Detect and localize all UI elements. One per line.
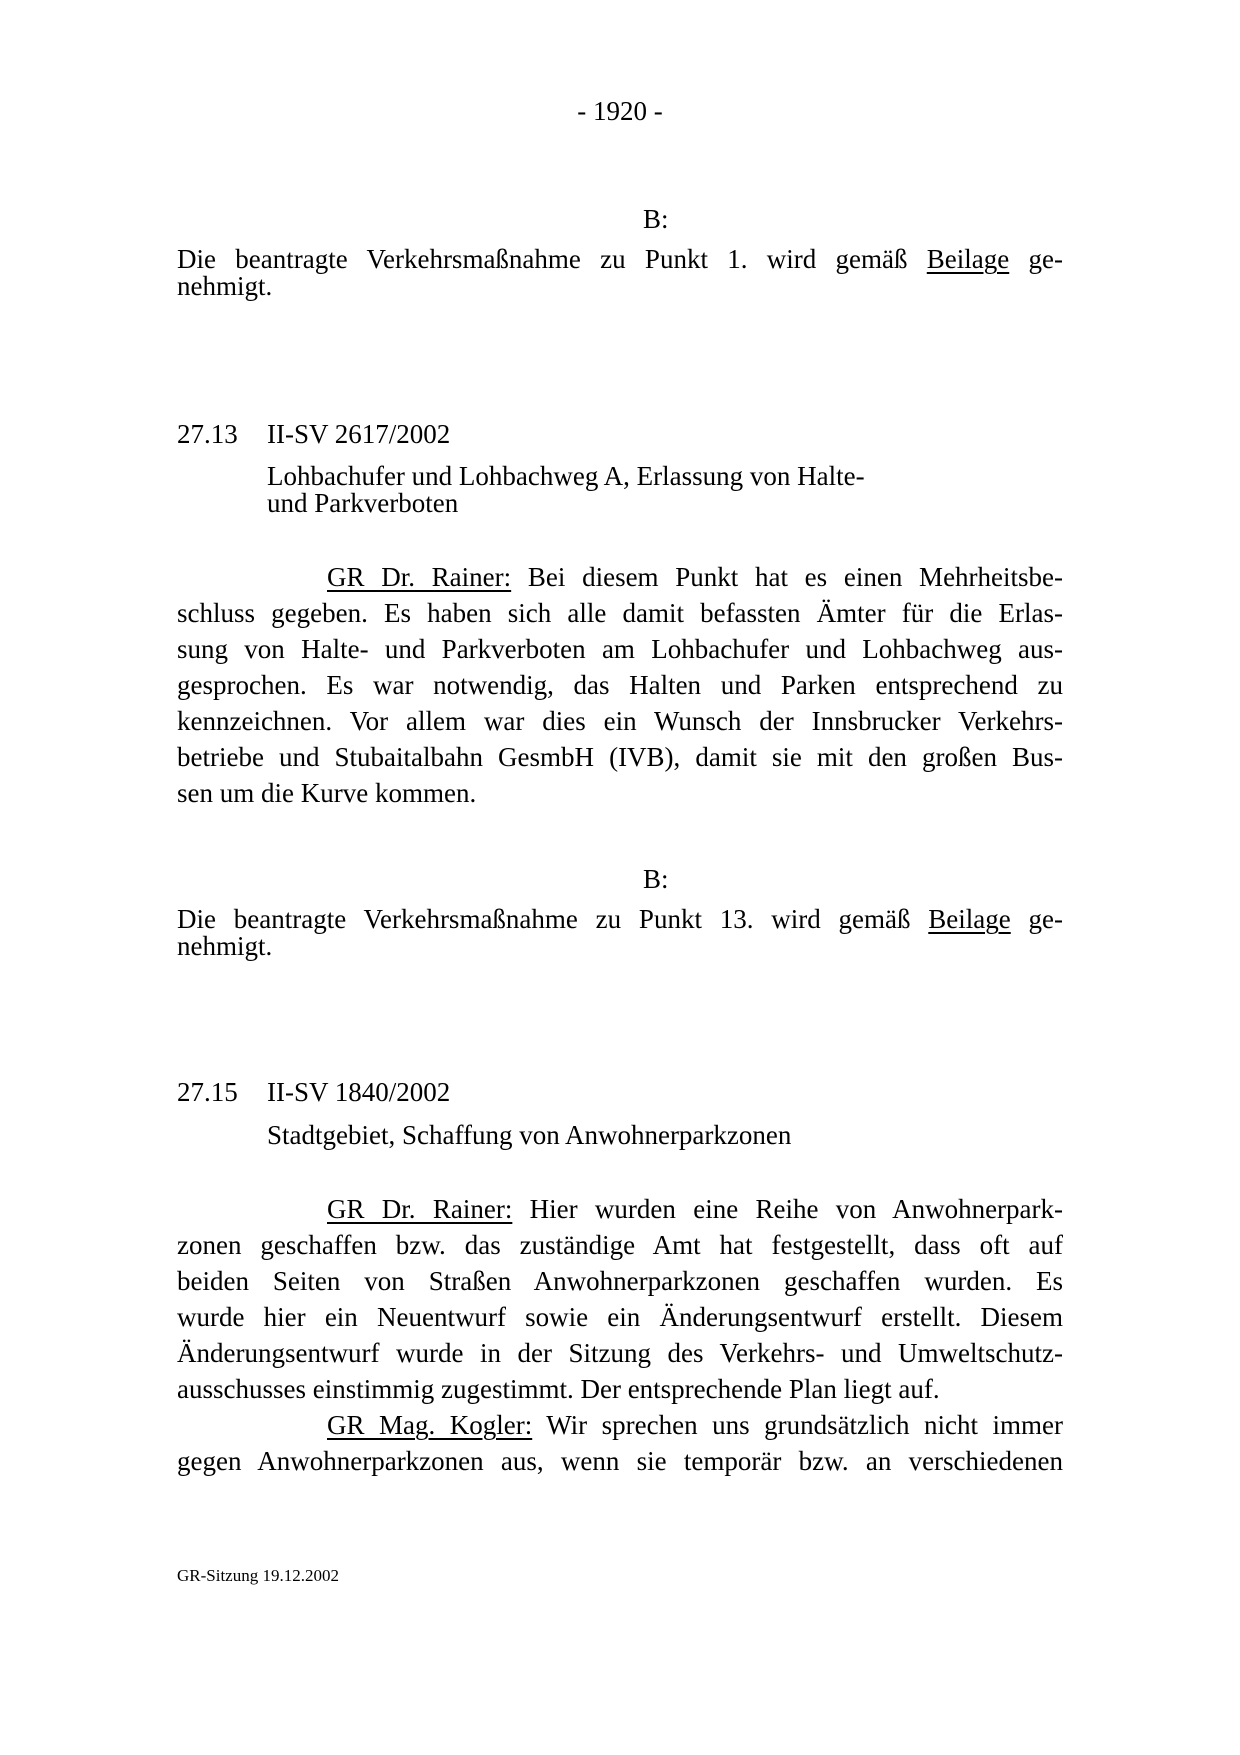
- footer-session-date: GR-Sitzung 19.12.2002: [177, 1566, 339, 1585]
- speech-line: betriebe und Stubaitalbahn GesmbH (IVB), damit sie mit den großen Bus-: [177, 742, 1063, 772]
- speech-line: sung von Halte- und Parkverboten am Lohbachufer und Lohbachweg aus-: [177, 634, 1063, 664]
- speech-line: gesprochen. Es war notwendig, das Halten und Parken entsprechend zu: [177, 670, 1063, 700]
- decision-line: [177, 244, 1063, 274]
- decision-line: nehmigt.: [177, 271, 273, 301]
- b-label: B:: [643, 204, 669, 234]
- text-run: Die beantragte Verkehrsmaßnahme zu Punkt 1. wird gemäß: [177, 244, 927, 274]
- beilage-link[interactable]: Beilage: [926, 244, 1010, 274]
- text-run: ge-: [1010, 904, 1063, 934]
- item-subject: Lohbachufer und Lohbachweg A, Erlassung von Halte-: [267, 461, 865, 491]
- speech-line: wurde hier ein Neuentwurf sowie ein Änderungsentwurf erstellt. Diesem: [177, 1302, 1063, 1332]
- speech-line: kennzeichnen. Vor allem war dies ein Wunsch der Innsbrucker Verkehrs-: [177, 706, 1063, 736]
- speech-line: zonen geschaffen bzw. das zuständige Amt hat festgestellt, dass oft auf: [177, 1230, 1063, 1260]
- speaker-name: GR Dr. Rainer:: [327, 1194, 513, 1224]
- text-run: Bei diesem Punkt hat es einen Mehrheitsbe-: [527, 562, 1064, 592]
- speaker-name: GR Dr. Rainer:: [327, 562, 512, 592]
- item-number: 27.13: [177, 419, 238, 449]
- speech-line: Änderungsentwurf wurde in der Sitzung des Verkehrs- und Umweltschutz-: [177, 1338, 1063, 1368]
- decision-line: [177, 904, 1063, 934]
- page-number: - 1920 -: [577, 96, 663, 126]
- text-run: Wir sprechen uns grundsätzlich nicht immer: [546, 1410, 1063, 1440]
- speech-line: [327, 1194, 1063, 1224]
- item-reference: II-SV 1840/2002: [267, 1077, 451, 1107]
- b-label: B:: [643, 864, 669, 894]
- beilage-link[interactable]: Beilage: [928, 904, 1011, 934]
- speech-line: [327, 1410, 1063, 1440]
- item-subject: Stadtgebiet, Schaffung von Anwohnerparkzonen: [267, 1120, 792, 1150]
- text-run: Hier wurden eine Reihe von Anwohnerpark-: [529, 1194, 1064, 1224]
- item-subject: und Parkverboten: [267, 488, 459, 518]
- speech-line: [327, 562, 1063, 592]
- decision-line: nehmigt.: [177, 931, 273, 961]
- item-number: 27.15: [177, 1077, 238, 1107]
- speech-line: gegen Anwohnerparkzonen aus, wenn sie temporär bzw. an verschiedenen: [177, 1446, 1063, 1476]
- speech-line: ausschusses einstimmig zugestimmt. Der entsprechende Plan liegt auf.: [177, 1374, 940, 1404]
- speech-line: beiden Seiten von Straßen Anwohnerparkzonen geschaffen wurden. Es: [177, 1266, 1063, 1296]
- speaker-name: GR Mag. Kogler:: [327, 1410, 533, 1440]
- text-run: ge-: [1009, 244, 1063, 274]
- speech-line: sen um die Kurve kommen.: [177, 778, 477, 808]
- item-reference: II-SV 2617/2002: [267, 419, 451, 449]
- speech-line: schluss gegeben. Es haben sich alle damit befassten Ämter für die Erlas-: [177, 598, 1063, 628]
- text-run: Die beantragte Verkehrsmaßnahme zu Punkt 13. wird gemäß: [177, 904, 929, 934]
